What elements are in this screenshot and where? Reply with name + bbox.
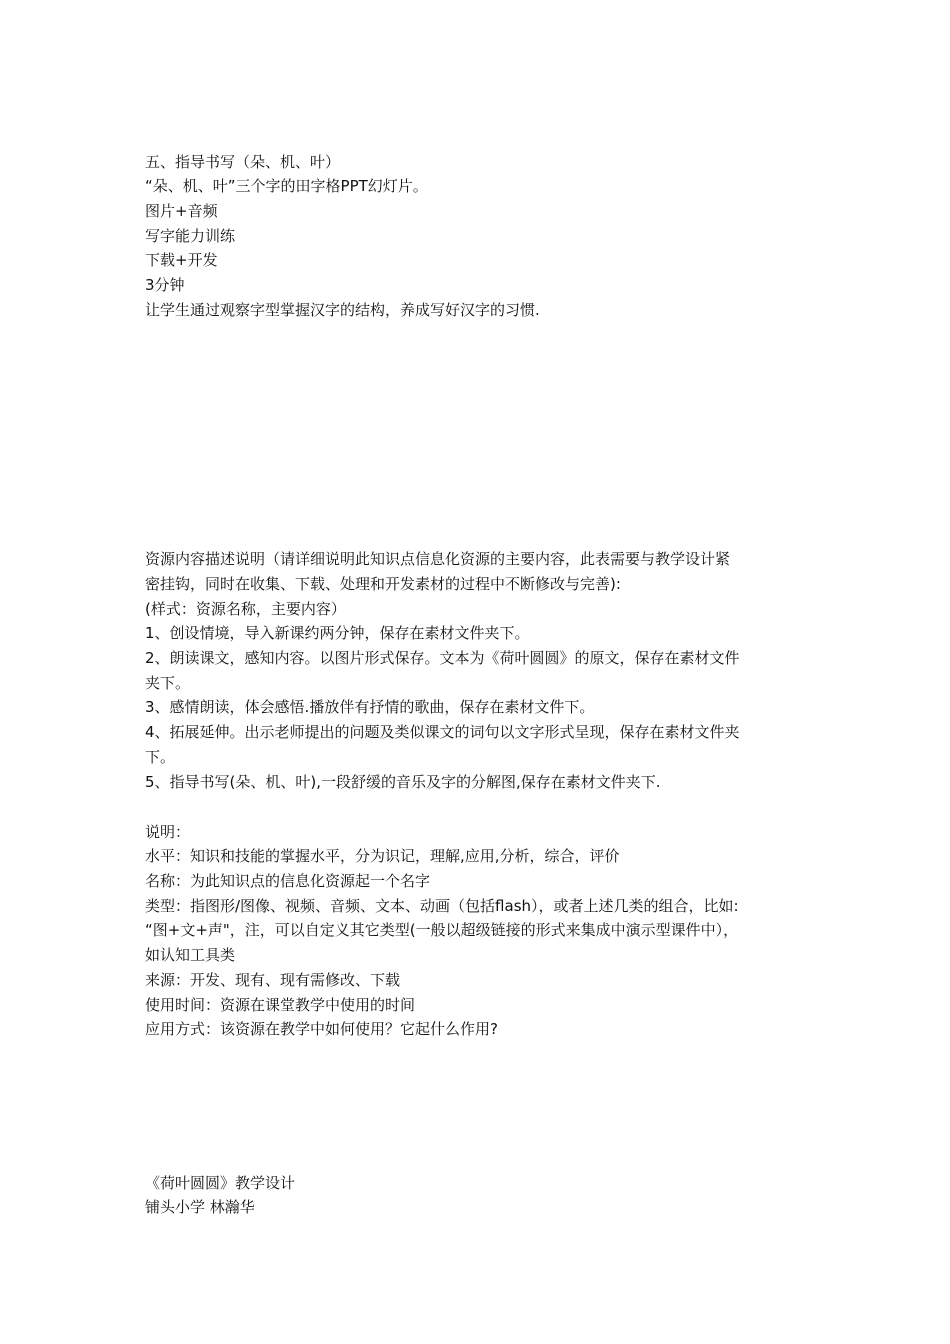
text-line: 类型：指图形/图像、视频、音频、文本、动画（包括flash），或者上述几类的组合，比如: [145, 897, 739, 915]
text-line: 资源内容描述说明（请详细说明此知识点信息化资源的主要内容，此表需要与教学设计紧 [145, 550, 731, 568]
text-line: 如认知工具类 [145, 946, 236, 964]
text-line: 下载+开发 [145, 251, 218, 269]
text-line: 3分钟 [145, 276, 185, 294]
text-line: 密挂钩，同时在收集、下载、处理和开发素材的过程中不断修改与完善): [145, 575, 621, 593]
text-line: “朵、机、叶”三个字的田字格PPT幻灯片。 [145, 177, 428, 195]
text-line: 下。 [145, 748, 176, 766]
text-line: 2、朗读课文，感知内容。以图片形式保存。文本为《荷叶圆圆》的原文，保存在素材文件 [145, 649, 740, 667]
text-line: 使用时间：资源在课堂教学中使用的时间 [145, 996, 416, 1014]
text-line: (样式：资源名称，主要内容） [145, 600, 346, 618]
text-line: 5、指导书写(朵、机、叶),一段舒缓的音乐及字的分解图,保存在素材文件夹下. [145, 773, 661, 791]
text-line: 图片+音频 [145, 202, 218, 220]
author-line: 铺头小学 林瀚华 [145, 1198, 255, 1216]
text-line: 3、感情朗读，体会感悟.播放伴有抒情的歌曲，保存在素材文件下。 [145, 698, 595, 716]
text-line: 说明： [145, 823, 191, 841]
text-line: “图+文+声"，注，可以自定义其它类型(一般以超级链接的形式来集成中演示型课件中）， [145, 921, 739, 939]
text-line: 写字能力训练 [145, 227, 236, 245]
text-line: 1、创设情境，导入新课约两分钟，保存在素材文件夹下。 [145, 624, 530, 642]
heading-writing-guide: 五、指导书写（朵、机、叶） [145, 153, 341, 171]
text-line: 让学生通过观察字型掌握汉字的结构，养成写好汉字的习惯. [145, 301, 540, 319]
text-line: 4、拓展延伸。出示老师提出的问题及类似课文的词句以文字形式呈现，保存在素材文件夹 [145, 723, 740, 741]
text-line: 水平：知识和技能的掌握水平，分为识记，理解,应用,分析，综合，评价 [145, 847, 620, 865]
text-line: 应用方式：该资源在教学中如何使用？它起什么作用? [145, 1020, 498, 1038]
text-line: 夹下。 [145, 674, 191, 692]
text-line: 来源：开发、现有、现有需修改、下载 [145, 971, 401, 989]
document-title: 《荷叶圆圆》教学设计 [145, 1174, 296, 1192]
text-line: 名称：为此知识点的信息化资源起一个名字 [145, 872, 431, 890]
